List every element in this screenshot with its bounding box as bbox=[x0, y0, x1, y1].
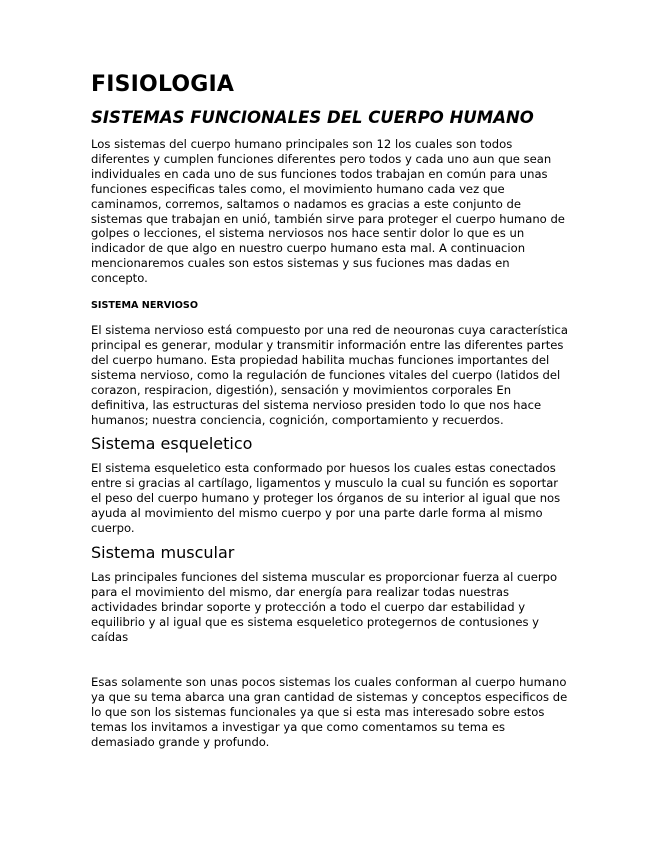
section-heading-esqueletico: Sistema esqueletico bbox=[91, 434, 253, 454]
section-text-muscular: Las principales funciones del sistema muscular es proporcionar fuerza al cuerpo para el movimiento del mismo, dar energía para realizar todas nuestras actividades brindar soporte y protección a todo el cuerpo dar estabilidad y equilibrio y al igual que es sistema esqueletico protegernos de contusiones y caídas bbox=[91, 569, 558, 644]
document-page bbox=[91, 70, 571, 750]
conclusion-paragraph: Esas solamente son unas pocos sistemas los cuales conforman al cuerpo humano ya que su tema abarca una gran cantidad de sistemas y conceptos especificos de lo que son los sistemas funcionales ya que si esta mas interesado sobre estos temas los invitamos a investigar ya que como comentamos su tema es demasiado grande y profundo. bbox=[91, 675, 568, 750]
section-text-nervioso: El sistema nervioso está compuesto por una red de neouronas cuya característica principal es generar, modular y transmitir información entre las diferentes partes del cuerpo humano. Esta propiedad habilita muchas funciones importantes del sistema nervioso, como la regulación de funciones vitales del cuerpo (latidos del corazon, respiracion, digestión), sensación y movimientos corporales En definitiva, las estructuras del sistema nervioso presiden todo lo que nos hace humanos; nuestra conciencia, cognición, comportamiento y recuerdos. bbox=[91, 323, 569, 427]
document-title: FISIOLOGIA bbox=[91, 72, 235, 97]
spacer bbox=[91, 644, 571, 675]
intro-paragraph: Los sistemas del cuerpo humano principales son 12 los cuales son todos diferentes y cumplen funciones diferentes pero todos y cada uno aun que sean individuales en cada uno de sus funciones todos trabajan en común para unas funciones especificas tales como, el movimiento humano cada vez que caminamos, corremos, saltamos o nadamos es gracias a este conjunto de sistemas que trabajan en unió, también sirve para proteger el cuerpo humano de golpes o lecciones, el sistema nerviosos nos hace sentir dolor lo que es un indicador de que algo en nuestro cuerpo humano esta mal. A continuacion mencionaremos cuales son estos sistemas y sus fuciones mas dadas en concepto. bbox=[91, 137, 565, 286]
section-text-esqueletico: El sistema esqueletico esta conformado por huesos los cuales estas conectados entre si gracias al cartílago, ligamentos y musculo la cual su función es soportar el peso del cuerpo humano y proteger los órganos de su interior al igual que nos ayuda al movimiento del mismo cuerpo y por una parte darle forma al mismo cuerpo. bbox=[91, 461, 561, 536]
section-heading-nervioso: SISTEMA NERVIOSO bbox=[91, 300, 198, 312]
document-subtitle: SISTEMAS FUNCIONALES DEL CUERPO HUMANO bbox=[91, 108, 534, 127]
section-heading-muscular: Sistema muscular bbox=[91, 542, 235, 562]
